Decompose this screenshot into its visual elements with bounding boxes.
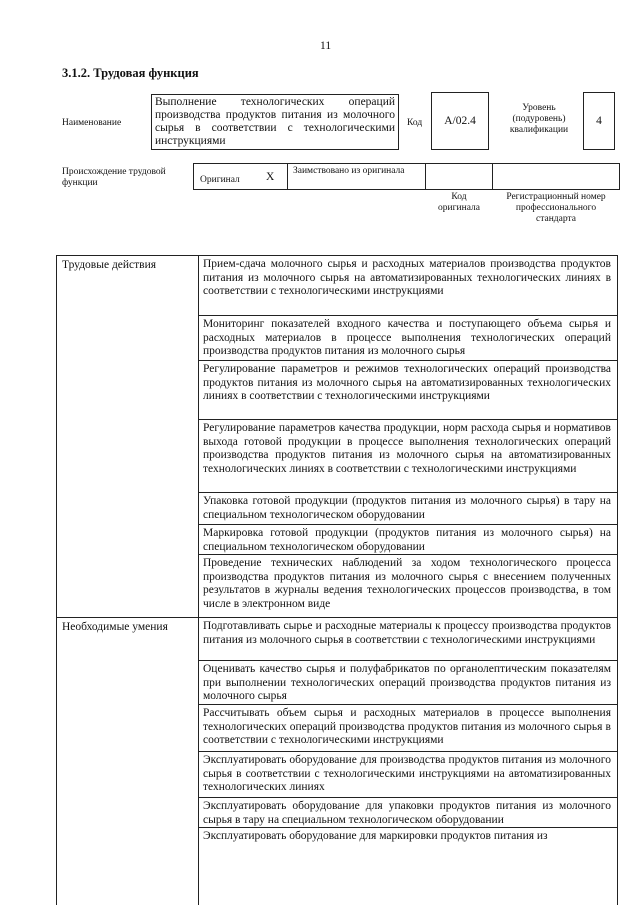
row-divider xyxy=(198,524,618,525)
code-label: Код xyxy=(407,118,423,128)
origin-divider-2 xyxy=(425,163,426,190)
skill-item: Рассчитывать объем сырья и расходных материалов в процессе выполнения технологических операций производства продуктов питания из молочного сырья в соответствии с технологическими инструкциями xyxy=(203,707,611,747)
row-divider xyxy=(198,704,618,705)
skill-item: Эксплуатировать оборудование для маркировки продуктов питания из xyxy=(203,830,548,842)
code-original-label: Код оригинала xyxy=(438,192,480,213)
row-divider xyxy=(198,797,618,798)
labor-actions-label: Трудовые действия xyxy=(62,259,157,271)
section-divider xyxy=(56,617,199,618)
skill-item: Эксплуатировать оборудование для упаковки продуктов питания из молочного сырья в тару на специальном технологическом оборудовании xyxy=(203,800,611,826)
origin-label: Происхождение трудовой функции xyxy=(62,167,166,188)
skill-item: Эксплуатировать оборудование для производства продуктов питания из молочного сырья в соответствии с технологическими инструкциями на автоматизированных технологических линиях xyxy=(203,754,611,794)
code-value: A/02.4 xyxy=(431,92,489,150)
row-divider xyxy=(198,660,618,661)
level-label: Уровень (подуровень) квалификации xyxy=(509,103,569,135)
labor-action-item: Упаковка готовой продукции (продуктов питания из молочного сырья) в тару на специальном технологическом оборудовании xyxy=(203,495,611,521)
original-label: Оригинал xyxy=(200,175,240,185)
labor-action-item: Проведение технических наблюдений за ходом технологического процесса производства продуктов питания из молочного сырья с внесением полученных результатов в журналы ведения технологических процессов производства, в том числе в электронном виде xyxy=(203,557,611,610)
reg-number-label: Регистрационный номер профессионального стандарта xyxy=(506,192,606,224)
origin-divider-3 xyxy=(492,163,493,190)
table-column-divider xyxy=(198,255,199,905)
labor-action-item: Регулирование параметров качества продукции, норм расхода сырья и нормативов выхода готовой продукции в процессе выполнения технологических операций производства продуктов питания из молочного сырья на автоматизированных технологических линиях в соответствии с технологическими инструкциями xyxy=(203,422,611,475)
borrowed-label: Заимствовано из оригинала xyxy=(293,166,405,176)
page-number: 11 xyxy=(320,40,332,52)
name-label: Наименование xyxy=(62,118,122,128)
row-divider xyxy=(198,492,618,493)
labor-action-item: Маркировка готовой продукции (продуктов питания из молочного сырья) на специальном технологическом оборудовании xyxy=(203,527,611,553)
origin-divider-1 xyxy=(287,163,288,190)
labor-action-item: Регулирование параметров и режимов технологических операций производства продуктов питания из молочного сырья на автоматизированных технологических линиях в соответствии с технологическими инструкциями xyxy=(203,363,611,403)
labor-action-item: Прием-сдача молочного сырья и расходных материалов производства продуктов питания из молочного сырья на автоматизированных технологических линиях в соответствии с технологическими инструкциями xyxy=(203,258,611,298)
level-value: 4 xyxy=(583,92,615,150)
skill-item: Оценивать качество сырья и полуфабрикатов по органолептическим показателям при выполнении технологических операций производства продуктов питания из молочного сырья xyxy=(203,663,611,703)
original-mark: X xyxy=(266,171,275,183)
row-divider xyxy=(198,360,618,361)
name-value: Выполнение технологических операций производства продуктов питания из молочного сырья в соответствии с технологическими инструкциями xyxy=(151,94,399,150)
labor-action-item: Мониторинг показателей входного качества и поступающего объема сырья и расходных материалов в процессе выполнения технологических операций производства продуктов питания из молочного сырья xyxy=(203,318,611,358)
skill-item: Подготавливать сырье и расходные материалы к процессу производства продуктов питания из молочного сырья в соответствии с технологическими инструкциями xyxy=(203,620,611,646)
section-title: 3.1.2. Трудовая функция xyxy=(62,66,199,80)
row-divider xyxy=(198,751,618,752)
required-skills-label: Необходимые умения xyxy=(62,621,168,633)
row-divider xyxy=(198,315,618,316)
row-divider xyxy=(198,617,618,618)
row-divider xyxy=(198,419,618,420)
